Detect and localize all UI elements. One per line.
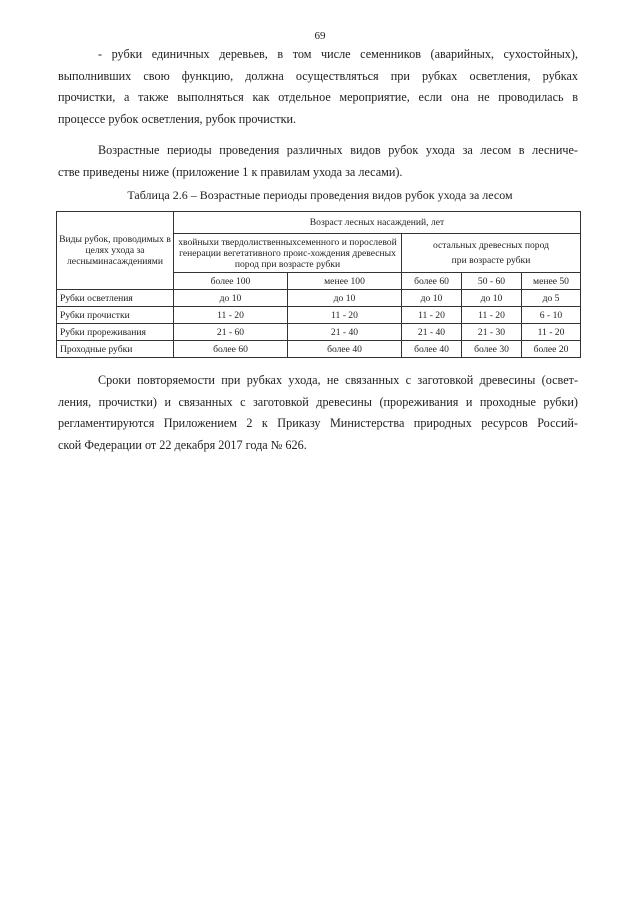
group1-header-text: хвойныхи твердолиственныхсеменного и порослевой генерации вегетативного проис-хождения древесных пород при возрасте рубки: [178, 236, 397, 270]
table-cell: более 60: [174, 341, 288, 358]
row-label: Рубки прочистки: [57, 307, 174, 324]
paragraph-line: Возрастные периоды проведения различных видов рубок ухода за лесом в лесниче-: [98, 143, 578, 157]
table-cell: 21 - 40: [402, 324, 462, 341]
column-header: менее 50: [522, 273, 581, 290]
table-cell: до 10: [288, 290, 402, 307]
row-label: Рубки прореживания: [57, 324, 174, 341]
paragraph-line: прочистки, а также выполняться как отдельное мероприятие, если она не проводилась в: [58, 90, 578, 104]
table-row: [57, 341, 581, 358]
table-cell: более 40: [402, 341, 462, 358]
table-cell: 21 - 30: [462, 324, 522, 341]
paragraph-line: регламентируются Приложением 2 к Приказу Министерства природных ресурсов Россий-: [58, 416, 578, 430]
column-header: более 100: [174, 273, 288, 290]
table-row: [57, 324, 581, 341]
paragraph-line: выполнивших свою функцию, должна осуществляться при рубках осветления, рубках: [58, 68, 578, 83]
column-header: менее 100: [288, 273, 402, 290]
table-cell: более 30: [462, 341, 522, 358]
table-row: [57, 307, 581, 324]
table-cell: до 5: [522, 290, 581, 307]
row-label: Проходные рубки: [57, 341, 174, 358]
table-cell: 11 - 20: [522, 324, 581, 341]
table-cell: до 10: [174, 290, 288, 307]
table-cell: 21 - 60: [174, 324, 288, 341]
table-cell: 11 - 20: [462, 307, 522, 324]
table-cell: 6 - 10: [522, 307, 581, 324]
row-header-text: Виды рубок, проводимых в целях ухода за лесныминасаждениями: [59, 234, 171, 267]
table-cell: до 10: [462, 290, 522, 307]
table-cell: более 40: [288, 341, 402, 358]
group2-header-cell: [402, 234, 581, 273]
group1-header-cell: [174, 234, 402, 273]
paragraph-2: [58, 140, 578, 183]
paragraph-line: ской Федерации от 22 декабря 2017 года № 626.: [58, 437, 307, 452]
paragraph-line: процессе рубок осветления, рубок прочистки.: [58, 111, 297, 126]
age-header-text: Возраст лесных насаждений, лет: [309, 217, 445, 228]
age-header-cell: [174, 212, 581, 234]
page-number: 69: [314, 30, 326, 42]
table-cell: 21 - 40: [288, 324, 402, 341]
column-header: 50 - 60: [462, 273, 522, 290]
row-header-cell: [57, 212, 174, 290]
paragraph-line: - рубки единичных деревьев, в том числе семенников (аварийных, сухостойных),: [98, 47, 578, 61]
paragraph-line: ления, прочистки) и связанных с заготовкой древесины (прореживания и проходные рубки): [58, 394, 578, 409]
group2-header-line1: остальных древесных пород: [433, 240, 549, 251]
table-caption: Таблица 2.6 – Возрастные периоды проведения видов рубок ухода за лесом: [127, 188, 513, 202]
paragraph-1: [58, 44, 578, 130]
table-cell: более 20: [522, 341, 581, 358]
table-cell: 11 - 20: [174, 307, 288, 324]
column-header: более 60: [402, 273, 462, 290]
table-cell: 11 - 20: [288, 307, 402, 324]
paragraph-line: стве приведены ниже (приложение 1 к правилам ухода за лесами).: [58, 164, 403, 179]
table-cell: до 10: [402, 290, 462, 307]
table-cell: 11 - 20: [402, 307, 462, 324]
paragraph-line: Сроки повторяемости при рубках ухода, не связанных с заготовкой древесины (освет-: [98, 373, 578, 387]
group2-header-line2: при возрасте рубки: [451, 255, 531, 266]
row-label: Рубки осветления: [57, 290, 174, 307]
age-periods-table: [56, 211, 581, 358]
table-row: [57, 290, 581, 307]
paragraph-3: [58, 370, 578, 456]
